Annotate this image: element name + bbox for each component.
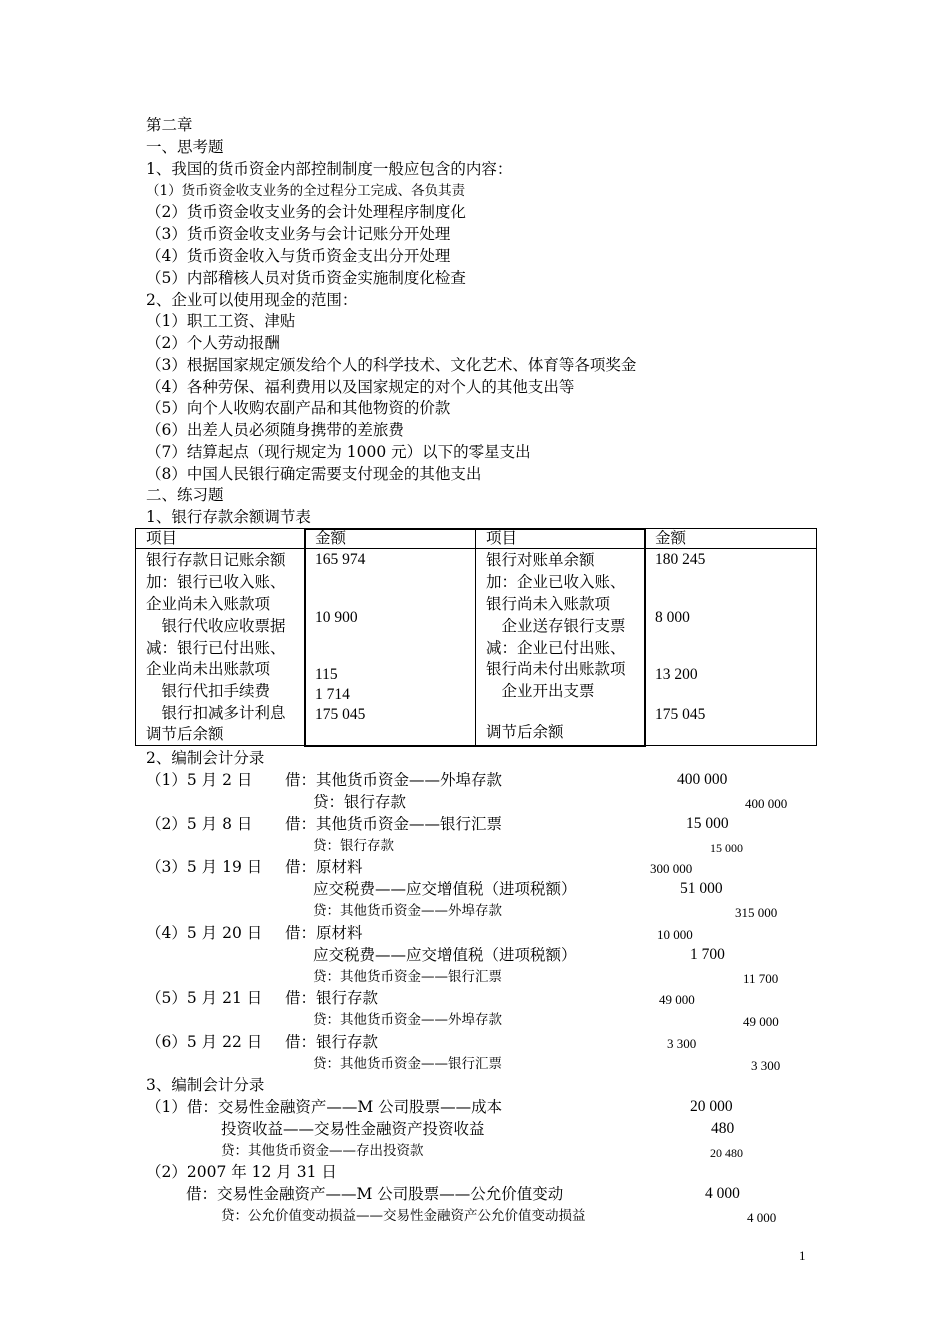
table-cell-amount: 165 974 <box>315 551 366 568</box>
list-item: （3）根据国家规定颁发给个人的科学技术、文化艺术、体育等各项奖金 <box>146 356 637 374</box>
list-item: （1）货币资金收支业务的全过程分工完成、各负其责 <box>146 183 466 199</box>
entry-amount: 300 000 <box>650 861 693 876</box>
exercise-title: 2、编制会计分录 <box>146 749 265 767</box>
entry-debit: 借：银行存款 <box>285 1033 379 1051</box>
table-cell: 银行代扣手续费 <box>146 682 271 700</box>
table-cell-amount: 175 045 <box>315 706 366 723</box>
table-cell: 调节后余额 <box>146 725 224 743</box>
table-header: 金额 <box>315 529 347 547</box>
entry-date: （3）5 月 19 日 <box>146 858 263 876</box>
exercise-title: 3、编制会计分录 <box>146 1076 265 1094</box>
entry-debit: 借：原材料 <box>285 924 363 942</box>
entry-credit: 贷：其他货币资金——外埠存款 <box>313 1012 502 1028</box>
question-title: 2、企业可以使用现金的范围： <box>146 291 358 309</box>
table-cell: 银行尚未付出账款项 <box>486 660 626 678</box>
entry-debit: 借：银行存款 <box>285 989 379 1007</box>
table-cell: 企业送存银行支票 <box>486 617 626 635</box>
table-cell-amount: 180 245 <box>655 551 706 568</box>
table-cell-amount: 8 000 <box>655 609 690 626</box>
list-item: （5）向个人收购农副产品和其他物资的价款 <box>146 399 451 417</box>
section-title: 二、练习题 <box>146 486 224 504</box>
table-cell: 企业开出支票 <box>486 682 595 700</box>
entry-debit: 借：其他货币资金——外埠存款 <box>285 771 503 789</box>
table-cell: 减：银行已付出账、 <box>146 639 286 657</box>
entry-amount: 1 700 <box>690 946 725 963</box>
table-cell: 银行对账单余额 <box>486 551 595 569</box>
table-cell-amount: 10 900 <box>315 609 358 626</box>
entry-amount: 15 000 <box>686 815 729 832</box>
list-item: （7）结算起点（现行规定为 1000 元）以下的零星支出 <box>146 443 531 461</box>
list-item: （5）内部稽核人员对货币资金实施制度化检查 <box>146 269 466 287</box>
entry-amount: 20 000 <box>690 1098 733 1115</box>
entry-date: （4）5 月 20 日 <box>146 924 263 942</box>
entry-credit: 贷：其他货币资金——银行汇票 <box>313 1056 502 1072</box>
entry-amount: 4 000 <box>705 1185 740 1202</box>
table-header: 金额 <box>655 529 687 547</box>
table-cell: 企业尚未出账款项 <box>146 660 271 678</box>
entry-amount: 3 300 <box>667 1036 697 1051</box>
list-item: （4）各种劳保、福利费用以及国家规定的对个人的其他支出等 <box>146 378 575 396</box>
list-item: （1）职工工资、津贴 <box>146 312 296 330</box>
entry-date: （6）5 月 22 日 <box>146 1033 263 1051</box>
entry-amount: 3 300 <box>751 1058 781 1073</box>
list-item: （3）货币资金收支业务与会计记账分开处理 <box>146 225 451 243</box>
entry-date: （2）2007 年 12 月 31 日 <box>146 1163 337 1181</box>
table-cell-amount: 115 <box>315 666 338 683</box>
entry-amount: 51 000 <box>680 880 723 897</box>
entry-credit: 贷：其他货币资金——存出投资款 <box>221 1143 424 1159</box>
entry-amount: 49 000 <box>659 992 695 1007</box>
entry-credit: 贷：公允价值变动损益——交易性金融资产公允价值变动损益 <box>221 1208 586 1224</box>
entry-date: （1）5 月 2 日 <box>146 771 253 789</box>
entry-debit-2: 应交税费——应交增值税（进项税额） <box>313 880 577 898</box>
page-number: 1 <box>799 1248 806 1263</box>
table-cell: 调节后余额 <box>486 723 564 741</box>
entry-date: （2）5 月 8 日 <box>146 815 253 833</box>
table-cell: 银行扣减多计利息 <box>146 704 286 722</box>
entry-amount: 4 000 <box>747 1210 777 1225</box>
table-cell: 银行存款日记账余额 <box>146 551 286 569</box>
entry-amount: 400 000 <box>745 796 788 811</box>
entry-amount: 315 000 <box>735 905 778 920</box>
entry-amount: 10 000 <box>657 927 693 942</box>
entry-amount: 15 000 <box>710 841 743 855</box>
table-header: 项目 <box>486 529 518 547</box>
entry-amount: 20 480 <box>710 1146 743 1160</box>
table-cell-amount: 1 714 <box>315 686 350 703</box>
entry-amount: 11 700 <box>743 971 779 986</box>
entry-date: （5）5 月 21 日 <box>146 989 263 1007</box>
entry-debit: （1）借：交易性金融资产——M 公司股票——成本 <box>146 1098 503 1116</box>
table-cell: 银行尚未入账款项 <box>486 595 611 613</box>
list-item: （6）出差人员必须随身携带的差旅费 <box>146 421 404 439</box>
table-cell-amount: 13 200 <box>655 666 698 683</box>
entry-credit: 贷：银行存款 <box>313 838 394 854</box>
table-cell: 减：企业已付出账、 <box>486 639 626 657</box>
table-cell-amount: 175 045 <box>655 706 706 723</box>
entry-debit: 借：原材料 <box>285 858 363 876</box>
table-cell: 加：企业已收入账、 <box>486 573 626 591</box>
entry-debit: 借：其他货币资金——银行汇票 <box>285 815 503 833</box>
table-header: 项目 <box>146 529 178 547</box>
table-cell: 企业尚未入账款项 <box>146 595 271 613</box>
list-item: （8）中国人民银行确定需要支付现金的其他支出 <box>146 465 482 483</box>
list-item: （2）货币资金收支业务的会计处理程序制度化 <box>146 203 466 221</box>
entry-debit: 借：交易性金融资产——M 公司股票——公允价值变动 <box>186 1185 564 1203</box>
table-cell: 加：银行已收入账、 <box>146 573 286 591</box>
table-cell: 银行代收应收票据 <box>146 617 286 635</box>
entry-debit-2: 应交税费——应交增值税（进项税额） <box>313 946 577 964</box>
chapter-title: 第二章 <box>146 116 193 134</box>
list-item: （4）货币资金收入与货币资金支出分开处理 <box>146 247 451 265</box>
entry-amount: 480 <box>711 1120 735 1137</box>
entry-credit: 贷：其他货币资金——外埠存款 <box>313 903 502 919</box>
exercise-title: 1、银行存款余额调节表 <box>146 508 311 526</box>
question-title: 1、我国的货币资金内部控制制度一般应包含的内容： <box>146 160 513 178</box>
entry-debit-2: 投资收益——交易性金融资产投资收益 <box>221 1120 485 1138</box>
entry-credit: 贷：其他货币资金——银行汇票 <box>313 969 502 985</box>
entry-credit: 贷：银行存款 <box>313 793 407 811</box>
entry-amount: 49 000 <box>743 1014 779 1029</box>
list-item: （2）个人劳动报酬 <box>146 334 280 352</box>
section-title: 一、思考题 <box>146 138 224 156</box>
entry-amount: 400 000 <box>677 771 728 788</box>
